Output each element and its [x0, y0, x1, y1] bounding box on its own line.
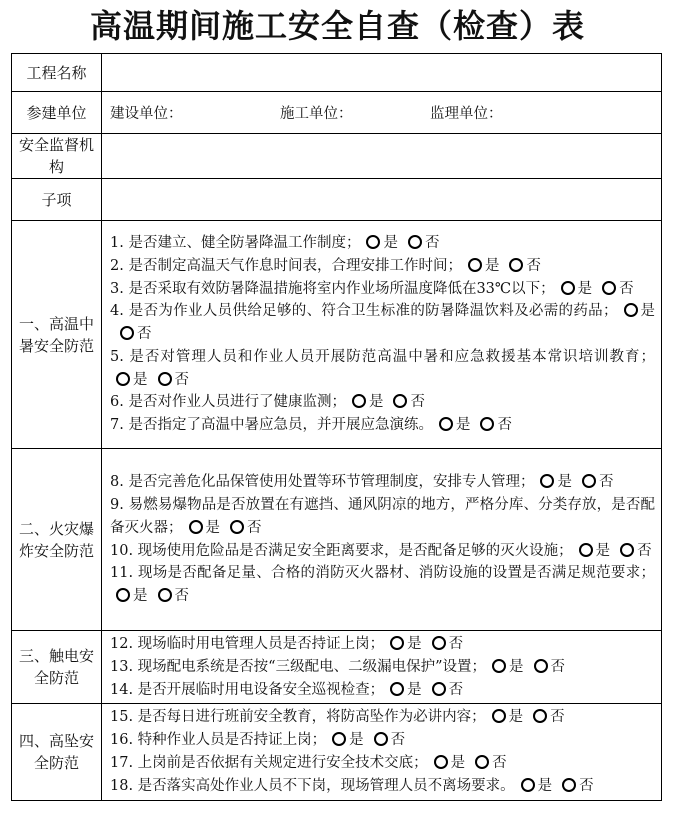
checklist-question: 8. 是否完善危化品保管使用处置等环节管理制度，安排专人管理； — [110, 474, 535, 491]
option-yes[interactable] — [390, 633, 422, 656]
option-yes[interactable] — [352, 391, 384, 414]
checklist-question: 3. 是否采取有效防暑降温措施将室内作业场所温度降低在33℃以下； — [110, 280, 555, 297]
checklist-question: 1. 是否建立、健全防暑降温工作制度； — [110, 234, 361, 251]
radio-button-icon[interactable] — [158, 588, 172, 602]
contractor-unit-label: 施工单位： — [280, 106, 353, 122]
checklist-item — [110, 232, 655, 255]
project-name-row — [12, 54, 662, 92]
radio-button-icon[interactable] — [533, 709, 547, 723]
radio-button-icon[interactable] — [408, 235, 422, 249]
radio-button-icon[interactable] — [620, 543, 634, 557]
option-yes[interactable] — [492, 706, 524, 729]
section-label: 二、火灾爆炸安全防范 — [12, 449, 102, 631]
checklist-item — [110, 278, 655, 301]
subitem-row — [12, 179, 662, 221]
option-no-label: 否 — [619, 280, 634, 297]
checklist-item — [110, 656, 655, 679]
option-yes[interactable] — [434, 752, 466, 775]
checklist-item — [110, 471, 655, 494]
checklist-item — [110, 775, 655, 798]
radio-button-icon[interactable] — [582, 474, 596, 488]
option-yes-label: 是 — [407, 681, 422, 698]
radio-button-icon[interactable] — [540, 474, 554, 488]
section-label: 一、高温中暑安全防范 — [12, 221, 102, 449]
option-no[interactable] — [475, 752, 507, 775]
radio-button-icon[interactable] — [230, 520, 244, 534]
radio-button-icon[interactable] — [120, 326, 134, 340]
radio-button-icon[interactable] — [509, 258, 523, 272]
option-yes[interactable] — [439, 414, 471, 437]
section-label: 三、触电安全防范 — [12, 631, 102, 704]
checklist-item — [110, 679, 655, 702]
checklist-question: 15. 是否每日进行班前安全教育，将防高坠作为必讲内容； — [110, 709, 486, 726]
option-yes[interactable] — [189, 517, 221, 540]
radio-button-icon[interactable] — [624, 303, 638, 317]
option-no[interactable] — [230, 517, 262, 540]
section-questions — [102, 449, 662, 631]
option-yes-label: 是 — [595, 542, 611, 559]
radio-button-icon[interactable] — [432, 682, 446, 696]
option-no-label: 否 — [497, 417, 512, 434]
option-yes[interactable] — [366, 232, 398, 255]
checklist-question: 13. 现场配电系统是否按“三级配电、二级漏电保护”设置； — [110, 658, 486, 675]
option-no-label: 否 — [492, 754, 507, 771]
option-yes-label: 是 — [455, 417, 471, 434]
checklist-question: 6. 是否对作业人员进行了健康监测； — [110, 394, 346, 411]
inspection-table — [11, 53, 662, 801]
option-yes-label: 是 — [407, 636, 422, 652]
radio-button-icon[interactable] — [468, 258, 482, 272]
checklist-item — [110, 729, 655, 752]
supervision-agency-label: 安全监督机构 — [12, 134, 102, 179]
radio-button-icon[interactable] — [116, 372, 130, 386]
radio-button-icon[interactable] — [579, 543, 593, 557]
option-no-label: 否 — [174, 371, 189, 388]
option-no-label: 否 — [247, 519, 262, 536]
option-yes-label: 是 — [484, 257, 500, 274]
checklist-item — [110, 706, 655, 729]
checklist-question: 12. 现场临时用电管理人员是否持证上岗； — [110, 636, 385, 652]
radio-button-icon[interactable] — [116, 588, 130, 602]
option-no-label: 否 — [550, 709, 565, 726]
option-no[interactable] — [602, 278, 634, 301]
section-row — [12, 704, 662, 800]
section-label: 四、高坠安全防范 — [12, 704, 102, 800]
radio-button-icon[interactable] — [390, 682, 404, 696]
checklist-item — [110, 414, 655, 437]
option-yes[interactable] — [468, 255, 500, 278]
participating-units-label: 参建单位 — [12, 92, 102, 134]
radio-button-icon[interactable] — [521, 778, 535, 792]
checklist-question: 14. 是否开展临时用电设备安全巡视检查； — [110, 681, 385, 698]
option-yes-label: 是 — [508, 709, 524, 726]
option-yes-label: 是 — [450, 754, 466, 771]
radio-button-icon[interactable] — [561, 281, 575, 295]
option-yes-label: 是 — [509, 658, 524, 675]
option-no[interactable] — [158, 369, 190, 392]
option-yes-label: 是 — [640, 303, 655, 320]
checklist-item — [110, 300, 655, 346]
section-row — [12, 449, 662, 631]
radio-button-icon[interactable] — [158, 372, 172, 386]
project-name-label: 工程名称 — [12, 54, 102, 92]
participating-units-field[interactable] — [102, 92, 662, 134]
option-no-label: 否 — [174, 588, 189, 605]
option-no[interactable] — [582, 471, 614, 494]
checklist-item — [110, 752, 655, 775]
supervision-agency-field[interactable] — [102, 134, 662, 179]
option-no[interactable] — [620, 540, 652, 563]
option-yes[interactable] — [579, 540, 611, 563]
option-no-label: 否 — [637, 542, 652, 559]
section-row — [12, 631, 662, 704]
option-no[interactable] — [432, 633, 464, 656]
checklist-question: 7. 是否指定了高温中暑应急员，并开展应急演练。 — [110, 417, 433, 434]
radio-button-icon[interactable] — [432, 636, 446, 650]
option-no[interactable] — [480, 414, 512, 437]
option-no[interactable] — [374, 729, 406, 752]
option-no[interactable] — [533, 706, 565, 729]
section-questions — [102, 631, 662, 704]
radio-button-icon[interactable] — [492, 659, 506, 673]
subitem-field[interactable] — [102, 179, 662, 221]
radio-button-icon[interactable] — [374, 732, 388, 746]
option-yes[interactable] — [561, 278, 593, 301]
radio-button-icon[interactable] — [534, 659, 548, 673]
option-no-label: 否 — [526, 257, 541, 274]
radio-button-icon[interactable] — [390, 636, 404, 650]
option-yes-label: 是 — [557, 474, 572, 491]
option-no[interactable] — [120, 323, 152, 346]
checklist-item — [110, 494, 655, 540]
radio-button-icon[interactable] — [492, 709, 506, 723]
radio-button-icon[interactable] — [562, 778, 576, 792]
checklist-question: 17. 上岗前是否依据有关规定进行安全技术交底； — [110, 754, 428, 771]
radio-button-icon[interactable] — [393, 394, 407, 408]
form-title: 高温期间施工安全自查（检查）表 — [89, 7, 585, 45]
option-yes-label: 是 — [205, 519, 220, 536]
checklist-question: 9. 易燃易爆物品是否放置在有遮挡、通风阴凉的地方，严格分库、分类存放，是否配备灭火器； — [110, 496, 655, 536]
radio-button-icon[interactable] — [434, 755, 448, 769]
radio-button-icon[interactable] — [480, 417, 494, 431]
option-no[interactable] — [408, 232, 440, 255]
option-no-label: 否 — [137, 326, 152, 343]
option-yes-label: 是 — [133, 588, 148, 605]
option-no[interactable] — [509, 255, 541, 278]
option-no-label: 否 — [550, 658, 565, 675]
participating-units-row — [12, 92, 662, 134]
option-yes-label: 是 — [383, 234, 398, 251]
option-no-label: 否 — [448, 681, 464, 698]
radio-button-icon[interactable] — [366, 235, 380, 249]
option-no[interactable] — [534, 656, 566, 679]
project-name-field[interactable] — [102, 54, 662, 92]
option-yes-label: 是 — [577, 280, 593, 297]
option-no-label: 否 — [390, 732, 406, 749]
option-yes[interactable] — [540, 471, 572, 494]
checklist-question: 10. 现场使用危险品是否满足安全距离要求，是否配备足够的灭火设施； — [110, 542, 573, 559]
radio-button-icon[interactable] — [189, 520, 203, 534]
checklist-item — [110, 562, 655, 608]
checklist-item — [110, 346, 655, 392]
checklist-item — [110, 633, 655, 656]
section-row — [12, 221, 662, 449]
option-no-label: 否 — [598, 474, 614, 491]
option-yes[interactable] — [116, 585, 148, 608]
option-no[interactable] — [432, 679, 464, 702]
supervisor-unit-label: 监理单位： — [430, 106, 503, 122]
option-no[interactable] — [393, 391, 425, 414]
supervision-agency-row — [12, 134, 662, 179]
builder-unit-label: 建设单位： — [110, 106, 183, 122]
option-no-label: 否 — [448, 636, 464, 652]
option-yes-label: 是 — [537, 777, 553, 794]
section-questions — [102, 221, 662, 449]
option-no-label: 否 — [579, 777, 594, 794]
radio-button-icon[interactable] — [475, 755, 489, 769]
radio-button-icon[interactable] — [439, 417, 453, 431]
checklist-question: 11. 现场是否配备足量、合格的消防灭火器材、消防设施的设置是否满足规范要求； — [110, 565, 655, 582]
checklist-item — [110, 540, 655, 563]
checklist-item — [110, 391, 655, 414]
radio-button-icon[interactable] — [332, 732, 346, 746]
checklist-question: 16. 特种作业人员是否持证上岗； — [110, 732, 327, 749]
option-yes[interactable] — [624, 300, 656, 323]
option-yes[interactable] — [390, 679, 422, 702]
option-no[interactable] — [158, 585, 190, 608]
option-no[interactable] — [562, 775, 594, 798]
section-questions — [102, 704, 662, 800]
checklist-question: 4. 是否为作业人员供给足够的、符合卫生标准的防暑降温饮料及必需的药品； — [110, 303, 618, 320]
subitem-label: 子项 — [12, 179, 102, 221]
radio-button-icon[interactable] — [602, 281, 616, 295]
radio-button-icon[interactable] — [352, 394, 366, 408]
option-yes[interactable] — [116, 369, 148, 392]
checklist-question: 5. 是否对管理人员和作业人员开展防范高温中暑和应急救援基本常识培训教育； — [110, 348, 655, 365]
option-yes[interactable] — [492, 656, 524, 679]
option-yes[interactable] — [332, 729, 364, 752]
option-yes-label: 是 — [133, 371, 148, 388]
option-no-label: 否 — [410, 394, 425, 411]
sections-body — [12, 221, 662, 801]
checklist-item — [110, 255, 655, 278]
option-no-label: 否 — [424, 234, 440, 251]
option-yes[interactable] — [521, 775, 553, 798]
option-yes-label: 是 — [368, 394, 384, 411]
checklist-question: 2. 是否制定高温天气作息时间表，合理安排工作时间； — [110, 257, 462, 274]
option-yes-label: 是 — [349, 732, 364, 749]
checklist-question: 18. 是否落实高处作业人员不下岗，现场管理人员不离场要求。 — [110, 777, 515, 794]
